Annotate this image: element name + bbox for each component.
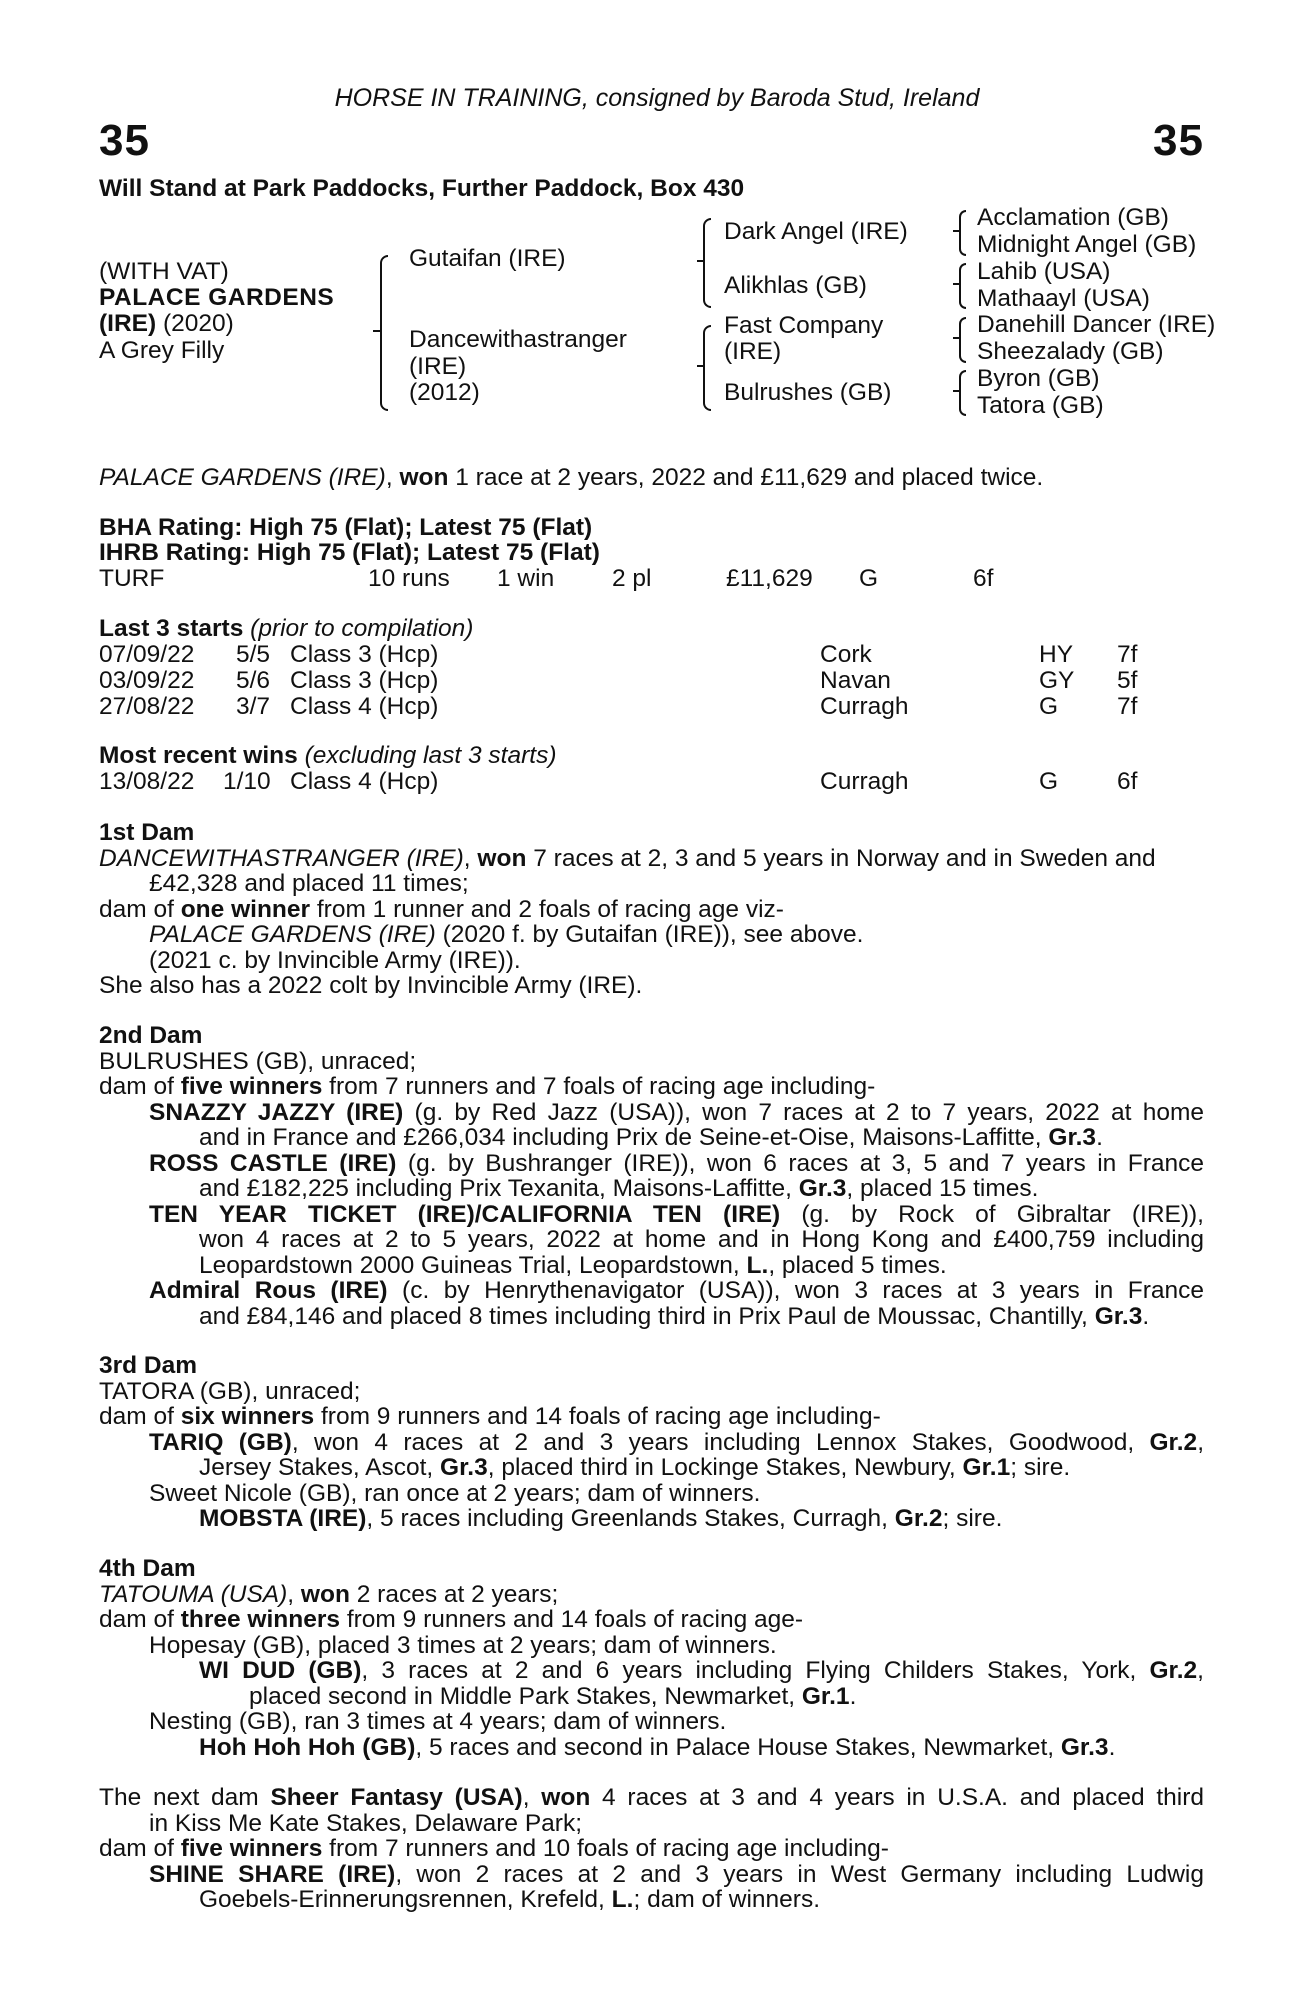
next-dam-section: [99, 1785, 1204, 1913]
start-course: Cork: [820, 641, 872, 668]
last-starts-heading: Last 3 starts (prior to compilation): [99, 615, 474, 642]
pedigree-g7: Byron (GB): [977, 365, 1100, 392]
start-course: Curragh: [820, 693, 909, 720]
start-position: 3/7: [236, 693, 271, 720]
fourth-dam-grandproduce-cont: placed second in Middle Park Stakes, Newmarket, Gr.1.: [249, 1682, 857, 1710]
start-going: HY: [1039, 641, 1074, 668]
win-row: [99, 769, 1204, 795]
recent-wins-heading: Most recent wins (excluding last 3 starts): [99, 742, 557, 769]
fourth-dam-produce: Nesting (GB), ran 3 times at 4 years; dam of winners.: [149, 1708, 727, 1735]
pedigree-g6: Sheezalady (GB): [977, 338, 1164, 365]
pedigree-brace-g3: [959, 317, 966, 363]
pedigree-brace-g2: [959, 263, 966, 309]
start-course: Navan: [820, 667, 891, 694]
start-date: 07/09/22: [99, 641, 195, 668]
second-dam-winner-cont: and £84,146 and placed 8 times including third in Prix Paul de Moussac, Chantilly, Gr.3.: [199, 1302, 1150, 1330]
start-position: 5/5: [236, 641, 271, 668]
first-dam-section: [99, 820, 1204, 999]
pedigree-dam-line2: (IRE): [409, 353, 467, 380]
pedigree-brace-main: [380, 255, 388, 411]
next-dam-winner-cont: Goebels-Erinnerungsrennen, Krefeld, L.; dam of winners.: [199, 1886, 821, 1913]
first-dam-line: dam of one winner from 1 runner and 2 foals of racing age viz-: [99, 895, 784, 923]
third-dam-grandproduce: MOBSTA (IRE), 5 races including Greenlands Stakes, Curragh, Gr.2; sire.: [199, 1505, 1003, 1532]
pedigree-dam-line1: Dancewithastranger: [409, 326, 627, 353]
record-runs: 10 runs: [368, 565, 450, 592]
second-dam-line: BULRUSHES (GB), unraced;: [99, 1047, 417, 1075]
third-dam-section: [99, 1353, 1204, 1532]
first-dam-line: DANCEWITHASTRANGER (IRE), won 7 races at 2, 3 and 5 years in Norway and in Sweden and: [99, 844, 1156, 872]
first-dam-produce: (2021 c. by Invincible Army (IRE)).: [149, 946, 521, 974]
second-dam-winner: ROSS CASTLE (IRE) (g. by Bushranger (IRE)), won 6 races at 3, 5 and 7 years in France: [149, 1149, 1204, 1177]
third-dam-winner-cont: Jersey Stakes, Ascot, Gr.3, placed third in Lockinge Stakes, Newbury, Gr.1; sire.: [199, 1454, 1071, 1481]
pedigree-brace-sire: [703, 218, 711, 308]
start-date: 27/08/22: [99, 693, 195, 720]
start-row: [99, 642, 1204, 668]
start-going: G: [1039, 693, 1059, 720]
third-dam-produce: Sweet Nicole (GB), ran once at 2 years; dam of winners.: [149, 1479, 761, 1507]
win-distance: 6f: [1117, 768, 1138, 795]
third-dam-line: dam of six winners from 9 runners and 14 foals of racing age including-: [99, 1403, 881, 1430]
second-dam-winner-cont: won 4 races at 2 to 5 years, 2022 at home and in Hong Kong and £400,759 including: [199, 1226, 1204, 1253]
horse-origin-year: (IRE) (2020): [99, 310, 234, 337]
pedigree-brace-g4-point: [953, 390, 960, 392]
record-distance: 6f: [973, 565, 994, 592]
start-race: Class 3 (Hcp): [290, 667, 439, 694]
ihrb-rating: IHRB Rating: High 75 (Flat); Latest 75 (Flat): [99, 539, 600, 566]
pedigree-brace-g1: [959, 210, 966, 256]
third-dam-line: TATORA (GB), unraced;: [99, 1377, 361, 1405]
second-dam-winner-cont: Leopardstown 2000 Guineas Trial, Leopardstown, L., placed 5 times.: [199, 1251, 947, 1279]
pedigree-dam-sire-line1: Fast Company: [724, 312, 884, 339]
race-summary: PALACE GARDENS (IRE), won 1 race at 2 years, 2022 and £11,629 and placed twice.: [99, 464, 1044, 491]
second-dam-winner-cont: and in France and £266,034 including Prix de Seine-et-Oise, Maisons-Laffitte, Gr.3.: [199, 1124, 1103, 1151]
pedigree-brace-g3-point: [953, 337, 960, 339]
second-dam-winner: Admiral Rous (IRE) (c. by Henrythenavigator (USA)), won 3 races at 3 years in France: [149, 1277, 1204, 1304]
third-dam-heading: 3rd Dam: [99, 1352, 198, 1379]
start-race: Class 3 (Hcp): [290, 641, 439, 668]
pedigree-g4: Mathaayl (USA): [977, 285, 1150, 312]
pedigree-dam-line3: (2012): [409, 379, 480, 406]
fourth-dam-produce: Hopesay (GB), placed 3 times at 2 years; dam of winners.: [149, 1631, 777, 1659]
horse-name: PALACE GARDENS: [99, 284, 335, 311]
pedigree-sire-sire: Dark Angel (IRE): [724, 218, 908, 245]
pedigree-brace-sire-point: [697, 260, 704, 262]
pedigree-brace-g1-point: [953, 230, 960, 232]
pedigree-brace-g2-point: [953, 283, 960, 285]
fourth-dam-grandproduce: WI DUD (GB), 3 races at 2 and 6 years including Flying Childers Stakes, York, Gr.2,: [199, 1657, 1204, 1684]
pedigree-brace-main-point: [373, 330, 380, 332]
start-distance: 7f: [1117, 641, 1138, 668]
second-dam-heading: 2nd Dam: [99, 1022, 203, 1049]
fourth-dam-line: TATOUMA (USA), won 2 races at 2 years;: [99, 1580, 559, 1608]
start-race: Class 4 (Hcp): [290, 693, 439, 720]
bha-rating: BHA Rating: High 75 (Flat); Latest 75 (Flat): [99, 514, 593, 541]
win-date: 13/08/22: [99, 768, 195, 795]
second-dam-section: [99, 1023, 1204, 1329]
second-dam-winner: SNAZZY JAZZY (IRE) (g. by Red Jazz (USA)), won 7 races at 2 to 7 years, 2022 at home: [149, 1098, 1204, 1126]
first-dam-line: She also has a 2022 colt by Invincible Army (IRE).: [99, 972, 643, 999]
start-distance: 5f: [1117, 667, 1138, 694]
record-places: 2 pl: [612, 565, 652, 592]
fourth-dam-heading: 4th Dam: [99, 1555, 196, 1582]
fourth-dam-grandproduce: Hoh Hoh Hoh (GB), 5 races and second in Palace House Stakes, Newmarket, Gr.3.: [199, 1733, 1116, 1761]
pedigree-brace-dam: [703, 325, 711, 411]
win-going: G: [1039, 768, 1059, 795]
start-going: GY: [1039, 667, 1075, 694]
pedigree-brace-dam-point: [697, 365, 704, 367]
pedigree-g8: Tatora (GB): [977, 392, 1104, 419]
start-distance: 7f: [1117, 693, 1138, 720]
record-wins: 1 win: [497, 565, 555, 592]
win-position: 1/10: [223, 768, 271, 795]
second-dam-winner-cont: and £182,225 including Prix Texanita, Maisons-Laffitte, Gr.3, placed 15 times.: [199, 1175, 1039, 1202]
start-position: 5/6: [236, 667, 271, 694]
next-dam-line: dam of five winners from 7 runners and 10 foals of racing age including-: [99, 1835, 889, 1862]
win-race: Class 4 (Hcp): [290, 768, 439, 795]
pedigree-g3: Lahib (USA): [977, 258, 1111, 285]
first-dam-heading: 1st Dam: [99, 819, 195, 846]
pedigree-sire-dam: Alikhlas (GB): [724, 272, 867, 299]
pedigree-dam-sire-line2: (IRE): [724, 338, 782, 365]
pedigree-g5: Danehill Dancer (IRE): [977, 311, 1216, 338]
next-dam-line: The next dam Sheer Fantasy (USA), won 4 races at 3 and 4 years in U.S.A. and placed third: [99, 1784, 1204, 1811]
next-dam-winner: SHINE SHARE (IRE), won 2 races at 2 and 3 years in West Germany including Ludwig: [149, 1860, 1204, 1888]
fourth-dam-section: [99, 1556, 1204, 1760]
next-dam-line: in Kiss Me Kate Stakes, Delaware Park;: [149, 1809, 583, 1837]
lot-number-right: 35: [1153, 116, 1204, 165]
stand-location: Will Stand at Park Paddocks, Further Paddock, Box 430: [99, 175, 745, 202]
record-surface: TURF: [99, 565, 165, 592]
record-going: G: [859, 565, 879, 592]
start-row: [99, 668, 1204, 694]
pedigree-sire: Gutaifan (IRE): [409, 245, 566, 272]
second-dam-winner: TEN YEAR TICKET (IRE)/CALIFORNIA TEN (IRE) (g. by Rock of Gibraltar (IRE)),: [149, 1200, 1204, 1228]
first-dam-produce: PALACE GARDENS (IRE) (2020 f. by Gutaifan (IRE)), see above.: [149, 921, 864, 948]
start-row: [99, 694, 1204, 720]
win-course: Curragh: [820, 768, 909, 795]
record-earnings: £11,629: [726, 565, 813, 592]
fourth-dam-line: dam of three winners from 9 runners and 14 foals of racing age-: [99, 1606, 804, 1633]
pedigree-dam-dam: Bulrushes (GB): [724, 379, 892, 406]
lot-number-left: 35: [99, 116, 150, 165]
pedigree-g2: Midnight Angel (GB): [977, 231, 1197, 258]
vat-note: (WITH VAT): [99, 258, 229, 285]
consignor-line: HORSE IN TRAINING, consigned by Baroda Stud, Ireland: [334, 84, 980, 112]
start-date: 03/09/22: [99, 667, 195, 694]
horse-description: A Grey Filly: [99, 337, 225, 364]
first-dam-line: £42,328 and placed 11 times;: [149, 870, 469, 897]
pedigree-brace-g4: [959, 370, 966, 416]
second-dam-line: dam of five winners from 7 runners and 7 foals of racing age including-: [99, 1073, 876, 1100]
pedigree-g1: Acclamation (GB): [977, 204, 1169, 231]
turf-record: [99, 566, 1204, 592]
third-dam-winner: TARIQ (GB), won 4 races at 2 and 3 years including Lennox Stakes, Goodwood, Gr.2,: [149, 1428, 1204, 1456]
